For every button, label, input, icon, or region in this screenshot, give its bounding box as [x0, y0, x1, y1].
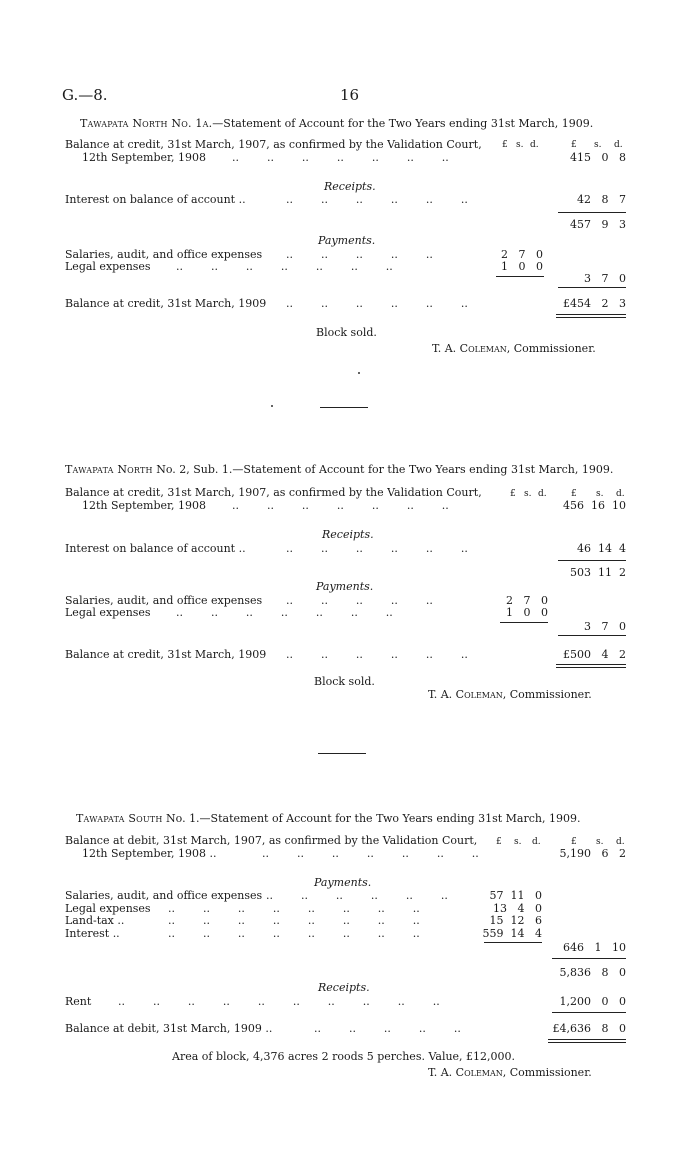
amount-pence: 0	[619, 620, 626, 633]
subtotal-amount	[548, 966, 626, 979]
leader-dots: .. .. .. .. ..	[286, 248, 433, 261]
interest-amount	[560, 193, 626, 206]
amount-pence: 0	[536, 248, 543, 261]
double-rule	[548, 1039, 626, 1043]
amount-pounds: 5,190	[559, 847, 591, 860]
payment-label: Legal expenses	[65, 606, 151, 619]
closing-balance-label: Balance at credit, 31st March, 1909	[65, 297, 267, 310]
leader-dots: .. .. .. .. .. ..	[286, 542, 468, 555]
amount-shillings: 4	[517, 902, 525, 915]
signature-name: T. A. Coleman,	[428, 1066, 507, 1079]
unit-pounds: £	[571, 140, 577, 150]
amount-pence: 0	[536, 260, 543, 273]
leader-dots: .. .. .. .. .. .. ..	[176, 260, 393, 273]
opening-balance-line2: 12th September, 1908	[82, 499, 207, 512]
amount-pounds: 15	[489, 914, 504, 927]
leader-dots: .. .. .. .. .. .. ..	[232, 151, 449, 164]
amount-pounds: 57	[489, 889, 504, 902]
amount-shillings: 0	[601, 995, 609, 1008]
leader-dots: .. .. .. .. .. .. .. ..	[168, 902, 420, 915]
amount-shillings: 7	[523, 594, 531, 607]
amount-shillings: 6	[601, 847, 609, 860]
print-speck	[271, 405, 273, 407]
rent-label: Rent	[65, 995, 92, 1008]
amount-pounds: 1,200	[559, 995, 591, 1008]
closing-balance-amount	[540, 1022, 626, 1035]
unit-shillings: s.	[596, 489, 604, 499]
rule	[500, 622, 548, 623]
amount-shillings: 8	[601, 1022, 609, 1035]
rule	[558, 560, 626, 561]
amount-pounds: 457	[570, 218, 591, 231]
amount-pounds: 13	[493, 902, 507, 915]
unit-pence: d.	[614, 140, 623, 150]
unit-shillings: s.	[514, 837, 522, 847]
opening-balance-line2: 12th September, 1908 ..	[82, 847, 217, 860]
opening-balance-line1: Balance at debit, 31st March, 1907, as confirmed by the Validation Court,	[65, 834, 478, 847]
closing-balance-label: Balance at credit, 31st March, 1909	[65, 648, 267, 661]
subtotal-amount	[560, 218, 626, 231]
payments-total	[556, 620, 626, 633]
unit-pounds: £	[510, 489, 516, 499]
amount-pence: 0	[535, 889, 542, 902]
amount-pence: 2	[619, 847, 626, 860]
leader-dots: .. .. .. .. .. .. ..	[262, 847, 479, 860]
block-note: Block sold.	[314, 675, 375, 688]
receipts-heading: Receipts.	[322, 528, 374, 541]
payment-amount	[495, 260, 543, 273]
leader-dots: .. .. .. .. .. ..	[286, 193, 468, 206]
unit-pence: d.	[532, 837, 541, 847]
double-rule	[556, 664, 626, 668]
block-note: Block sold.	[316, 326, 377, 339]
amount-pence: 0	[619, 272, 626, 285]
amount-pence: 4	[619, 542, 626, 555]
print-speck	[358, 372, 360, 374]
rule	[496, 276, 544, 277]
payment-label: Legal expenses	[65, 260, 151, 273]
statement-title	[80, 117, 593, 130]
payments-heading: Payments.	[318, 234, 376, 247]
signature-name: T. A. Coleman,	[428, 688, 507, 701]
amount-shillings: 0	[518, 260, 526, 273]
amount-shillings: 9	[601, 218, 609, 231]
title-block-name: Tawapata South	[76, 812, 163, 825]
rule	[558, 635, 626, 636]
amount-pence: 2	[619, 566, 626, 579]
amount-shillings: 8	[601, 966, 609, 979]
amount-shillings: 0	[523, 606, 531, 619]
leader-dots: .. .. .. .. .. .. ..	[176, 606, 393, 619]
amount-pence: 2	[619, 648, 626, 661]
closing-balance-label: Balance at debit, 31st March, 1909 ..	[65, 1022, 273, 1035]
title-block-name: Tawapata North No. 1a.	[80, 117, 213, 130]
payment-label: Salaries, audit, and office expenses	[65, 594, 263, 607]
rule	[552, 1012, 626, 1013]
amount-pence: 7	[619, 193, 626, 206]
amount-shillings: 12	[510, 914, 525, 927]
page-number: 16	[340, 86, 360, 104]
amount-pounds: 3	[584, 620, 591, 633]
opening-balance-line2: 12th September, 1908	[82, 151, 207, 164]
title-block-name: Tawapata North	[65, 463, 153, 476]
signature-title: Commissioner.	[509, 688, 592, 701]
amount-pounds: 503	[570, 566, 591, 579]
signature-title: Commissioner.	[509, 1066, 592, 1079]
unit-shillings: s.	[524, 489, 532, 499]
leader-dots: .. .. .. .. .. ..	[286, 648, 468, 661]
payments-heading: Payments.	[316, 580, 374, 593]
subtotal-amount	[556, 566, 626, 579]
amount-pence: 0	[541, 594, 548, 607]
amount-pence: 0	[535, 902, 542, 915]
amount-shillings: 11	[598, 566, 612, 579]
opening-amount	[556, 499, 626, 512]
interest-label: Interest on balance of account ..	[65, 193, 246, 206]
payment-label: Legal expenses	[65, 902, 151, 915]
amount-pounds: £500	[563, 648, 591, 661]
receipts-heading: Receipts.	[318, 981, 370, 994]
title-text: No. 1.—Statement of Account for the Two Years ending 31st March, 1909.	[166, 812, 581, 825]
payment-amount	[482, 914, 542, 927]
payment-label: Salaries, audit, and office expenses	[65, 248, 263, 261]
leader-dots: .. .. .. .. .. .. ..	[232, 499, 449, 512]
payment-amount	[500, 606, 548, 619]
section-separator	[320, 407, 368, 408]
unit-pence: d.	[616, 489, 625, 499]
amount-pence: 3	[619, 218, 626, 231]
rule	[484, 942, 542, 943]
amount-shillings: 14	[598, 542, 612, 555]
rule	[558, 212, 626, 213]
amount-pounds: 456	[563, 499, 584, 512]
leader-dots: .. .. .. .. .. ..	[266, 889, 448, 902]
amount-shillings: 7	[601, 272, 609, 285]
amount-pence: 6	[535, 914, 542, 927]
opening-balance-line1: Balance at credit, 31st March, 1907, as confirmed by the Validation Court,	[65, 486, 482, 499]
receipts-heading: Receipts.	[324, 180, 376, 193]
leader-dots: .. .. .. .. ..	[314, 1022, 461, 1035]
amount-pounds: 5,836	[559, 966, 591, 979]
amount-pounds: 2	[501, 248, 508, 261]
rule	[552, 958, 626, 959]
payments-total	[560, 272, 626, 285]
signature	[428, 688, 592, 701]
unit-pounds: £	[571, 837, 577, 847]
payment-label: Salaries, audit, and office expenses	[65, 889, 263, 902]
unit-pence: d.	[616, 837, 625, 847]
statement-title	[76, 812, 580, 825]
amount-shillings: 7	[601, 620, 609, 633]
opening-amount	[548, 847, 626, 860]
amount-shillings: 1	[594, 941, 602, 954]
unit-pounds: £	[571, 489, 577, 499]
opening-amount	[560, 151, 626, 164]
amount-pounds: £4,636	[552, 1022, 591, 1035]
title-text: No. 2, Sub. 1.—Statement of Account for the Two Years ending 31st March, 1909.	[156, 463, 614, 476]
interest-label: Interest on balance of account ..	[65, 542, 246, 555]
amount-pounds: 559	[482, 927, 504, 940]
amount-pence: 10	[612, 941, 626, 954]
closing-balance-amount	[548, 648, 626, 661]
leader-dots: .. .. .. .. .. .. .. ..	[168, 914, 420, 927]
leader-dots: .. .. .. .. .. .. .. ..	[168, 927, 420, 940]
amount-pounds: 415	[570, 151, 591, 164]
amount-shillings: 8	[601, 193, 609, 206]
amount-shillings: 0	[601, 151, 609, 164]
amount-pence: 0	[619, 966, 626, 979]
payments-heading: Payments.	[314, 876, 372, 889]
rule	[558, 287, 626, 288]
leader-dots: .. .. .. .. .. .. .. .. .. ..	[118, 995, 440, 1008]
unit-pence: d.	[530, 140, 539, 150]
block-note: Area of block, 4,376 acres 2 roods 5 perches. Value, £12,000.	[172, 1050, 516, 1063]
section-separator	[318, 753, 366, 754]
amount-shillings: 7	[518, 248, 526, 261]
title-text: —Statement of Account for the Two Years ending 31st March, 1909.	[212, 117, 594, 130]
amount-pence: 0	[619, 995, 626, 1008]
amount-shillings: 4	[601, 648, 609, 661]
amount-pounds: 3	[584, 272, 591, 285]
amount-shillings: 14	[510, 927, 525, 940]
amount-pence: 0	[619, 1022, 626, 1035]
leader-dots: .. .. .. .. .. ..	[286, 297, 468, 310]
amount-pence: 4	[535, 927, 542, 940]
payments-total	[548, 941, 626, 954]
amount-pounds: 46	[577, 542, 591, 555]
amount-shillings: 11	[510, 889, 525, 902]
unit-pence: d.	[538, 489, 547, 499]
signature	[432, 342, 596, 355]
unit-pounds: £	[496, 837, 502, 847]
interest-amount	[556, 542, 626, 555]
unit-shillings: s.	[594, 140, 602, 150]
statement-title	[65, 463, 613, 476]
payment-label: Land-tax ..	[65, 914, 125, 927]
payment-label: Interest ..	[65, 927, 120, 940]
opening-balance-line1: Balance at credit, 31st March, 1907, as confirmed by the Validation Court,	[65, 138, 482, 151]
unit-shillings: s.	[516, 140, 524, 150]
amount-pounds: 1	[506, 606, 513, 619]
amount-pounds: 2	[506, 594, 513, 607]
unit-shillings: s.	[596, 837, 604, 847]
signature-title: Commissioner.	[513, 342, 596, 355]
signature-name: T. A. Coleman,	[432, 342, 511, 355]
payment-amount	[482, 889, 542, 902]
leader-dots: .. .. .. .. ..	[286, 594, 433, 607]
payment-amount	[482, 927, 542, 940]
amount-pence: 10	[612, 499, 626, 512]
double-rule	[556, 314, 626, 318]
unit-pounds: £	[502, 140, 508, 150]
closing-balance-amount	[548, 297, 626, 310]
amount-shillings: 2	[601, 297, 609, 310]
signature	[428, 1066, 592, 1079]
amount-pounds: 42	[577, 193, 591, 206]
rent-amount	[548, 995, 626, 1008]
amount-pence: 3	[619, 297, 626, 310]
amount-pence: 8	[619, 151, 626, 164]
amount-pounds: £454	[563, 297, 591, 310]
page-reference: G.—8.	[62, 86, 108, 104]
amount-pounds: 646	[563, 941, 584, 954]
amount-pence: 0	[541, 606, 548, 619]
amount-pounds: 1	[501, 260, 508, 273]
amount-shillings: 16	[591, 499, 605, 512]
